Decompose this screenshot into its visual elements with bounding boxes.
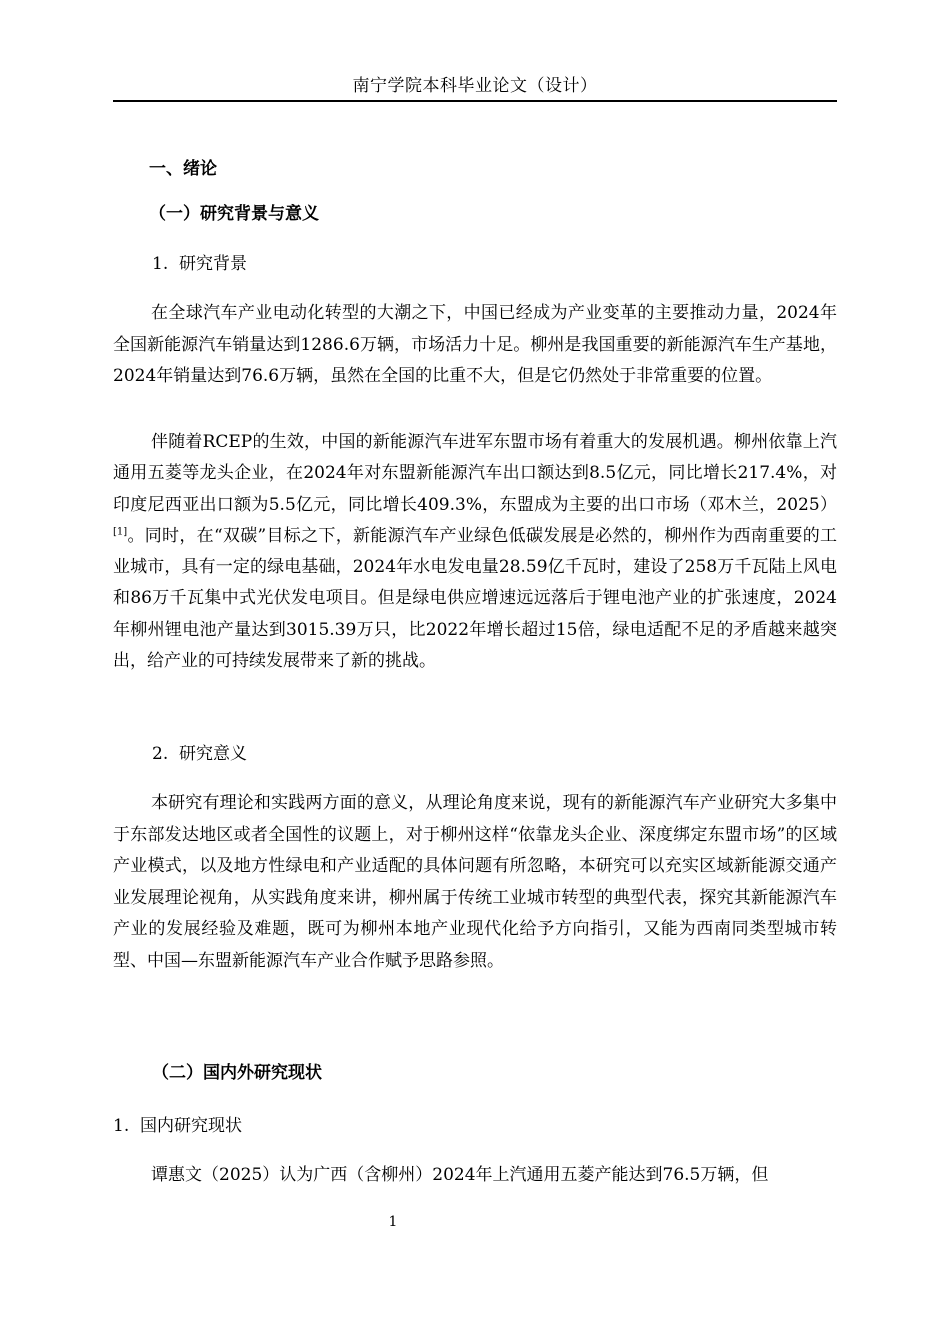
paragraph-significance: 本研究有理论和实践两方面的意义，从理论角度来说，现有的新能源汽车产业研究大多集中于东部发达地区或者全国性的议题上，对于柳州这样“依靠龙头企业、深度绑定东盟市场”的区域产业模式，以及地方性绿电和产业适配的具体问题有所忽略，本研究可以充实区域新能源交通产业发展理论视角，从实践角度来讲，柳州属于传统工业城市转型的典型代表，探究其新能源汽车产业的发展经验及难题，既可为柳州本地产业现代化给予方向指引，又能为西南同类型城市转型、中国—东盟新能源汽车产业合作赋予思路参照。 [113,793,837,971]
paragraph-background-2-text-a: 伴随着RCEP的生效，中国的新能源汽车进军东盟市场有着重大的发展机遇。柳州依靠上汽通用五菱等龙头企业，在2024年对东盟新能源汽车出口额达到8.5亿元，同比增长217.4%，对印度尼西亚出口额为5.5亿元，同比增长409.3%，东盟成为主要的出口市场（邓木兰，2025） [113,432,837,515]
section-heading-background: （一）研究背景与意义 [149,204,319,224]
paragraph-background-1: 在全球汽车产业电动化转型的大潮之下，中国已经成为产业变革的主要推动力量，2024年全国新能源汽车销量达到1286.6万辆，市场活力十足。柳州是我国重要的新能源汽车生产基地，2024年销量达到76.6万辆，虽然在全国的比重不大，但是它仍然处于非常重要的位置。 [113,303,837,386]
paragraph-background-2 [113,427,837,677]
page-number: 1 [388,1214,398,1230]
page-header: 南宁学院本科毕业论文（设计） [352,76,598,96]
chapter-heading: 一、绪论 [149,159,217,179]
subsection-heading-domestic-status: 1. 国内研究现状 [113,1116,243,1136]
header-rule [113,100,837,102]
subsection-heading-research-background: 1. 研究背景 [152,254,248,274]
subsection-heading-research-significance: 2. 研究意义 [152,744,248,764]
paragraph-domestic-status: 谭惠文（2025）认为广西（含柳州）2024年上汽通用五菱产能达到76.5万辆，但 [151,1165,769,1185]
section-heading-research-status: （二）国内外研究现状 [152,1063,322,1083]
citation-marker: [1] [113,526,128,538]
paragraph-background-2-text-b: 。同时，在“双碳”目标之下，新能源汽车产业绿色低碳发展是必然的，柳州作为西南重要的工业城市，具有一定的绿电基础，2024年水电发电量28.59亿千瓦时，建设了258万千瓦陆上风电和86万千瓦集中式光伏发电项目。但是绿电供应增速远远落后于锂电池产业的扩张速度，2024年柳州锂电池产量达到3015.39万只，比2022年增长超过15倍，绿电适配不足的矛盾越来越突出，给产业的可持续发展带来了新的挑战。 [113,525,837,672]
